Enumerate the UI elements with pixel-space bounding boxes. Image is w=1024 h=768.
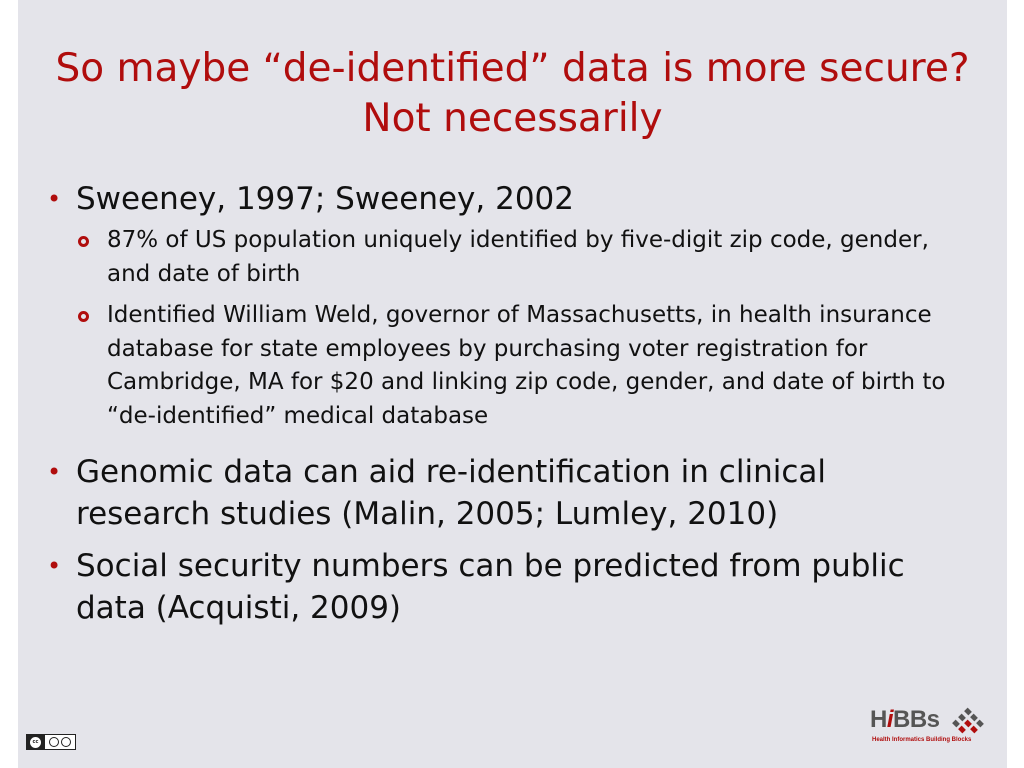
ring-bullet-icon [78,236,89,247]
building-blocks-icon [952,707,988,735]
bullet-item [0,545,1024,629]
sub-bullet-text: 87% of US population uniquely identified by five-digit zip code, gender, and date of birth [107,227,929,287]
slide-title: So maybe “de-identified” data is more secure? Not necessarily [55,46,970,141]
creative-commons-license-icon[interactable]: cc [26,734,76,750]
sub-bullet-text: Identified William Weld, governor of Massachusetts, in health insurance database for state employees by purchasing voter registration for Cambridge, MA for $20 and linking zip code, gender, and date of birth to “de-identified” medical database [107,302,946,429]
logo-tagline: Health Informatics Building Blocks [872,737,972,743]
bullet-text: Genomic data can aid re-identification in clinical research studies (Malin, 2005; Lumley, 2010) [76,454,826,532]
slide-content [0,178,1024,629]
bullet-text: Social security numbers can be predicted from public data (Acquisti, 2009) [76,548,905,626]
bullet-text: Sweeney, 1997; Sweeney, 2002 [76,181,574,217]
bullet-dot-icon: • [47,552,62,580]
ring-bullet-icon [78,311,89,322]
hibbs-logo [870,705,990,745]
logo-wordmark: HiBBs [870,706,940,733]
bullet-item [0,451,1024,535]
bullet-dot-icon: • [47,185,62,213]
sub-bullet-item [0,224,1024,291]
sub-bullet-item [0,299,1024,433]
bullet-item [0,178,1024,220]
bullet-dot-icon: • [47,458,62,486]
